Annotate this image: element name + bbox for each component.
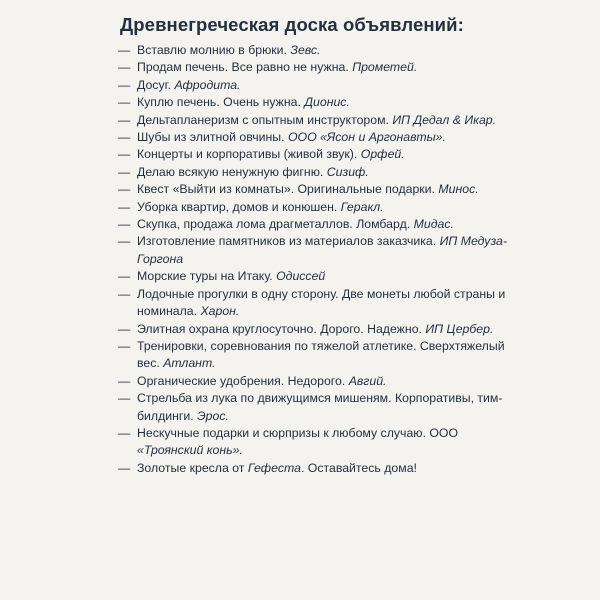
dash-bullet: — <box>118 269 131 284</box>
ad-author: Дионис. <box>304 95 350 110</box>
ad-item <box>118 268 527 285</box>
ad-author: Одиссей <box>276 269 326 284</box>
ad-item <box>118 199 527 216</box>
ad-text: Органические удобрения. Недорого. <box>137 373 346 388</box>
ad-text: Золотые кресла от <box>137 460 245 475</box>
page-title: Древнегреческая доска объявлений: <box>120 14 464 35</box>
ad-item <box>118 373 527 390</box>
ad-text: Нескучные подарки и сюрпризы к любому случаю. ООО <box>137 425 459 440</box>
ad-author: Афродита. <box>174 77 241 92</box>
dash-bullet: — <box>118 460 131 475</box>
dash-bullet: — <box>118 130 131 145</box>
dash-bullet: — <box>118 373 131 388</box>
ad-list <box>118 42 600 477</box>
ad-item <box>118 59 527 76</box>
ad-text: Изготовление памятников из материалов заказчика. <box>137 234 437 249</box>
ad-item <box>118 460 527 477</box>
ad-author: Прометей. <box>352 60 418 75</box>
ad-author: Зевс. <box>290 43 321 57</box>
dash-bullet: — <box>118 338 131 353</box>
ad-text: Квест «Выйти из комнаты». Оригинальные подарки. <box>137 182 435 197</box>
dash-bullet: — <box>118 391 131 406</box>
ad-item <box>118 129 527 146</box>
ad-author: ООО «Ясон и Аргонавты». <box>287 130 446 145</box>
ad-text: Концерты и корпоративы (живой звук). <box>137 147 358 162</box>
dash-bullet: — <box>118 321 131 336</box>
dash-bullet: — <box>118 425 131 440</box>
ad-item <box>118 286 527 321</box>
ad-author: Гефеста <box>247 460 301 475</box>
ad-item <box>118 146 527 163</box>
ad-text: Продам печень. Все равно не нужна. <box>137 60 349 75</box>
ad-text: Досуг. <box>137 77 172 92</box>
ad-author: Орфей. <box>360 147 405 162</box>
ad-author: Минос. <box>438 182 479 197</box>
dash-bullet: — <box>118 77 131 92</box>
dash-bullet: — <box>118 234 131 249</box>
ad-item <box>118 233 527 268</box>
ad-author: Сизиф. <box>326 164 369 179</box>
dash-bullet: — <box>118 147 131 162</box>
ad-text-suffix: . Оставайтесь дома! <box>300 460 417 475</box>
ad-item <box>118 94 527 111</box>
ad-text: Лодочные прогулки в одну сторону. Две монеты любой страны и номинала. <box>137 286 506 319</box>
ad-author: Авгий. <box>348 373 387 388</box>
ad-author: Атлант. <box>163 356 216 371</box>
ad-author: ИП Медуза-Горгона <box>137 234 507 266</box>
ad-author: ИП Цербер. <box>425 321 494 336</box>
ad-text: Шубы из элитной овчины. <box>137 130 285 145</box>
dash-bullet: — <box>118 60 131 75</box>
ad-item <box>118 216 527 233</box>
ad-item <box>118 338 527 373</box>
ad-text: Куплю печень. Очень нужна. <box>137 95 301 110</box>
ad-text: Стрельба из лука по движущимся мишеням. Корпоративы, тим-билдинги. <box>137 391 503 423</box>
ad-text: Уборка квартир, домов и конюшен. <box>137 199 338 214</box>
ad-item <box>118 42 527 59</box>
ad-text: Дельтапланеризм с опытным инструктором. <box>137 112 389 127</box>
ad-item <box>118 425 527 460</box>
ad-author: Харон. <box>200 304 240 319</box>
ad-item <box>118 164 527 181</box>
ad-author: ИП Дедал & Икар. <box>392 112 497 127</box>
ad-text: Вставлю молнию в брюки. <box>137 43 287 57</box>
ad-author: Мидас. <box>413 217 454 232</box>
dash-bullet: — <box>118 164 131 179</box>
ad-text: Скупка, продажа лома драгметаллов. Ломбард. <box>137 217 411 232</box>
dash-bullet: — <box>118 112 131 127</box>
dash-bullet: — <box>118 43 131 57</box>
dash-bullet: — <box>118 199 131 214</box>
ad-item <box>118 390 527 425</box>
dash-bullet: — <box>118 95 131 110</box>
ad-text: Элитная охрана круглосуточно. Дорого. Надежно. <box>137 321 422 336</box>
ad-author: Эрос. <box>197 408 229 423</box>
dash-bullet: — <box>118 217 131 232</box>
ad-author: Геракл. <box>340 199 384 214</box>
ad-text: Делаю всякую ненужную фигню. <box>137 164 324 179</box>
ad-author: «Троянский конь». <box>137 443 243 458</box>
dash-bullet: — <box>118 286 131 301</box>
ad-item <box>118 112 527 129</box>
ad-item <box>118 77 527 94</box>
ad-text: Морские туры на Итаку. <box>137 269 273 284</box>
ad-item <box>118 181 527 198</box>
ad-text: Тренировки, соревнования по тяжелой атлетике. Сверхтяжелый вес. <box>137 338 505 371</box>
dash-bullet: — <box>118 182 131 197</box>
ad-item <box>118 321 527 338</box>
